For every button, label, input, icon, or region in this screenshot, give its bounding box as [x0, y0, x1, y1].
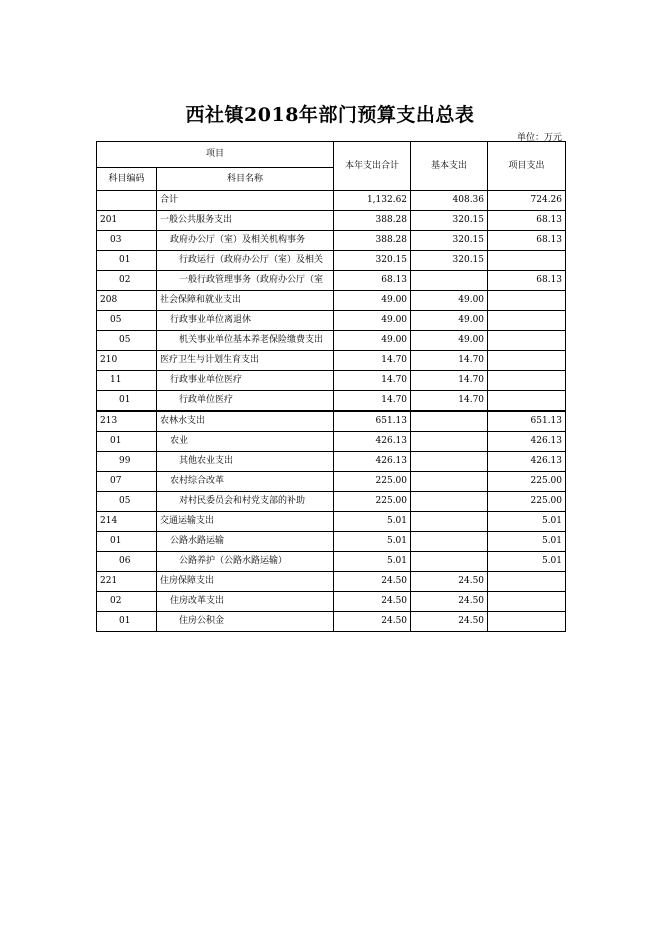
cell-project: 5.01	[488, 532, 566, 552]
table-row	[97, 612, 566, 632]
unit-label: 单位：万元	[516, 133, 562, 143]
table-row	[97, 532, 566, 552]
cell-project: 68.13	[488, 231, 566, 251]
cell-total: 225.00	[334, 492, 411, 512]
cell-code: 221	[97, 572, 157, 592]
cell-total: 5.01	[334, 532, 411, 552]
cell-basic: 24.50	[411, 572, 488, 592]
cell-basic	[411, 472, 488, 492]
header-project: 项目	[97, 142, 334, 168]
cell-code: 201	[97, 211, 157, 231]
cell-project: 68.13	[488, 271, 566, 291]
cell-name: 对村民委员会和村党支部的补助	[157, 492, 334, 512]
cell-basic: 320.15	[411, 211, 488, 231]
cell-project	[488, 592, 566, 612]
cell-name: 行政事业单位离退休	[157, 311, 334, 331]
cell-name: 行政单位医疗	[157, 391, 334, 412]
cell-total: 426.13	[334, 452, 411, 472]
cell-name: 公路养护（公路水路运输）	[157, 552, 334, 572]
cell-project	[488, 572, 566, 592]
cell-total: 5.01	[334, 552, 411, 572]
cell-total: 651.13	[334, 411, 411, 432]
cell-project: 225.00	[488, 472, 566, 492]
cell-code: 07	[97, 472, 157, 492]
table-row	[97, 371, 566, 391]
cell-code: 11	[97, 371, 157, 391]
table-row	[97, 211, 566, 231]
cell-code: 01	[97, 532, 157, 552]
cell-basic	[411, 411, 488, 432]
table-row	[97, 311, 566, 331]
cell-name: 其他农业支出	[157, 452, 334, 472]
header-basic: 基本支出	[411, 142, 488, 191]
cell-total: 24.50	[334, 592, 411, 612]
cell-total: 225.00	[334, 472, 411, 492]
cell-name: 社会保障和就业支出	[157, 291, 334, 311]
cell-code: 05	[97, 311, 157, 331]
cell-name: 住房改革支出	[157, 592, 334, 612]
cell-project	[488, 311, 566, 331]
cell-project	[488, 371, 566, 391]
cell-basic: 14.70	[411, 371, 488, 391]
cell-code: 214	[97, 512, 157, 532]
cell-total: 14.70	[334, 371, 411, 391]
cell-basic	[411, 432, 488, 452]
table-row	[97, 191, 566, 211]
table-row	[97, 552, 566, 572]
cell-basic	[411, 532, 488, 552]
table-row	[97, 351, 566, 371]
cell-project	[488, 612, 566, 632]
cell-total: 426.13	[334, 432, 411, 452]
cell-total: 49.00	[334, 311, 411, 331]
page-title: 西社镇2018年部门预算支出总表	[185, 104, 475, 126]
cell-total: 14.70	[334, 391, 411, 412]
cell-basic: 320.15	[411, 231, 488, 251]
cell-project: 5.01	[488, 552, 566, 572]
cell-code	[97, 191, 157, 211]
cell-total: 320.15	[334, 251, 411, 271]
cell-project	[488, 391, 566, 412]
table-row	[97, 231, 566, 251]
cell-name: 农村综合改革	[157, 472, 334, 492]
cell-basic: 49.00	[411, 311, 488, 331]
cell-project	[488, 291, 566, 311]
cell-name: 农林水支出	[157, 411, 334, 432]
header-total: 本年支出合计	[334, 142, 411, 191]
cell-total: 24.50	[334, 572, 411, 592]
cell-code: 03	[97, 231, 157, 251]
cell-code: 06	[97, 552, 157, 572]
header-code: 科目编码	[97, 168, 157, 191]
cell-code: 210	[97, 351, 157, 371]
cell-total: 68.13	[334, 271, 411, 291]
cell-name: 交通运输支出	[157, 512, 334, 532]
table-row	[97, 271, 566, 291]
cell-name: 公路水路运输	[157, 532, 334, 552]
cell-code: 01	[97, 432, 157, 452]
cell-project: 5.01	[488, 512, 566, 532]
cell-name: 一般行政管理事务（政府办公厅（室	[157, 271, 334, 291]
budget-table	[96, 141, 566, 632]
table-row	[97, 452, 566, 472]
cell-code: 01	[97, 391, 157, 412]
cell-project	[488, 351, 566, 371]
cell-basic	[411, 492, 488, 512]
cell-project	[488, 331, 566, 351]
cell-total: 388.28	[334, 211, 411, 231]
cell-project: 426.13	[488, 432, 566, 452]
cell-basic: 14.70	[411, 351, 488, 371]
cell-total: 24.50	[334, 612, 411, 632]
cell-name: 机关事业单位基本养老保险缴费支出	[157, 331, 334, 351]
table-row	[97, 512, 566, 532]
cell-name: 一般公共服务支出	[157, 211, 334, 231]
cell-name: 医疗卫生与计划生育支出	[157, 351, 334, 371]
cell-name: 行政事业单位医疗	[157, 371, 334, 391]
cell-basic	[411, 552, 488, 572]
table-row	[97, 492, 566, 512]
header-project-expense: 项目支出	[488, 142, 566, 191]
cell-total: 1,132.62	[334, 191, 411, 211]
table-row	[97, 391, 566, 412]
cell-code: 05	[97, 492, 157, 512]
cell-name: 合计	[157, 191, 334, 211]
cell-project: 426.13	[488, 452, 566, 472]
table-row	[97, 331, 566, 351]
table-row	[97, 472, 566, 492]
cell-code: 213	[97, 411, 157, 432]
cell-basic: 24.50	[411, 592, 488, 612]
cell-project: 68.13	[488, 211, 566, 231]
cell-basic: 408.36	[411, 191, 488, 211]
cell-total: 5.01	[334, 512, 411, 532]
table-row	[97, 411, 566, 432]
cell-code: 01	[97, 251, 157, 271]
table-row	[97, 291, 566, 311]
cell-project: 225.00	[488, 492, 566, 512]
cell-project: 724.26	[488, 191, 566, 211]
cell-project	[488, 251, 566, 271]
cell-total: 388.28	[334, 231, 411, 251]
cell-total: 49.00	[334, 331, 411, 351]
cell-code: 02	[97, 271, 157, 291]
cell-total: 49.00	[334, 291, 411, 311]
cell-code: 01	[97, 612, 157, 632]
cell-name: 行政运行（政府办公厅（室）及相关	[157, 251, 334, 271]
header-name: 科目名称	[157, 168, 334, 191]
cell-basic: 24.50	[411, 612, 488, 632]
cell-basic	[411, 271, 488, 291]
table-row	[97, 251, 566, 271]
cell-code: 208	[97, 291, 157, 311]
cell-code: 99	[97, 452, 157, 472]
table-row	[97, 432, 566, 452]
cell-basic	[411, 452, 488, 472]
cell-name: 住房保障支出	[157, 572, 334, 592]
cell-code: 05	[97, 331, 157, 351]
table-row	[97, 592, 566, 612]
cell-name: 政府办公厅（室）及相关机构事务	[157, 231, 334, 251]
cell-name: 住房公积金	[157, 612, 334, 632]
cell-basic: 49.00	[411, 291, 488, 311]
cell-total: 14.70	[334, 351, 411, 371]
cell-code: 02	[97, 592, 157, 612]
cell-basic: 49.00	[411, 331, 488, 351]
cell-name: 农业	[157, 432, 334, 452]
cell-project: 651.13	[488, 411, 566, 432]
table-row	[97, 572, 566, 592]
cell-basic	[411, 512, 488, 532]
cell-basic: 14.70	[411, 391, 488, 412]
cell-basic: 320.15	[411, 251, 488, 271]
